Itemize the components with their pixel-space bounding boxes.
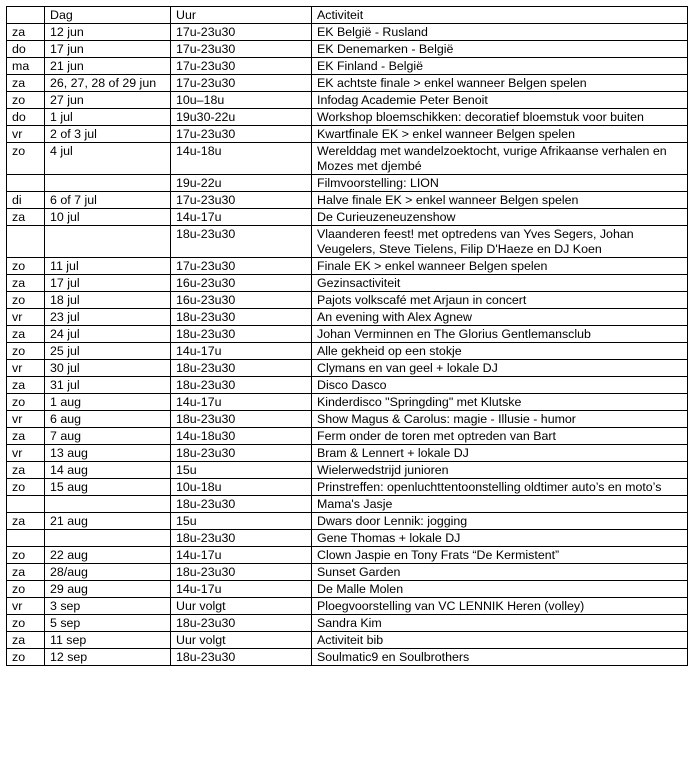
activity-cell: De Malle Molen (312, 581, 688, 598)
day-cell (45, 226, 171, 258)
activity-cell: Alle gekheid op een stokje (312, 343, 688, 360)
day-cell: 28/aug (45, 564, 171, 581)
table-row (7, 58, 688, 75)
time-cell: 17u-23u30 (171, 258, 312, 275)
activity-cell: Disco Dasco (312, 377, 688, 394)
activity-cell: Werelddag met wandelzoektocht, vurige Afrikaanse verhalen en Mozes met djembé (312, 143, 688, 175)
header-time: Uur (171, 7, 312, 24)
time-cell: 18u-23u30 (171, 649, 312, 666)
time-cell: 19u-22u (171, 175, 312, 192)
activity-cell: Bram & Lennert + lokale DJ (312, 445, 688, 462)
table-row (7, 445, 688, 462)
table-row (7, 309, 688, 326)
weekday-cell: zo (7, 394, 45, 411)
activity-cell: Soulmatic9 en Soulbrothers (312, 649, 688, 666)
day-cell: 30 jul (45, 360, 171, 377)
weekday-cell: za (7, 564, 45, 581)
time-cell: 17u-23u30 (171, 75, 312, 92)
activity-cell: Gene Thomas + lokale DJ (312, 530, 688, 547)
header-weekday (7, 7, 45, 24)
table-row (7, 24, 688, 41)
time-cell: 18u-23u30 (171, 615, 312, 632)
day-cell: 22 aug (45, 547, 171, 564)
time-cell: 15u (171, 462, 312, 479)
weekday-cell (7, 530, 45, 547)
time-cell: 17u-23u30 (171, 192, 312, 209)
table-row (7, 258, 688, 275)
time-cell: 18u-23u30 (171, 360, 312, 377)
day-cell: 25 jul (45, 343, 171, 360)
day-cell: 2 of 3 jul (45, 126, 171, 143)
weekday-cell: zo (7, 581, 45, 598)
weekday-cell: ma (7, 58, 45, 75)
day-cell: 23 jul (45, 309, 171, 326)
table-row (7, 615, 688, 632)
table-row (7, 126, 688, 143)
weekday-cell: di (7, 192, 45, 209)
table-row (7, 275, 688, 292)
table-row (7, 175, 688, 192)
weekday-cell: vr (7, 445, 45, 462)
day-cell: 6 aug (45, 411, 171, 428)
day-cell: 3 sep (45, 598, 171, 615)
day-cell (45, 496, 171, 513)
time-cell: Uur volgt (171, 598, 312, 615)
table-row (7, 411, 688, 428)
weekday-cell: vr (7, 126, 45, 143)
weekday-cell (7, 496, 45, 513)
activity-cell: Filmvoorstelling: LION (312, 175, 688, 192)
weekday-cell: zo (7, 479, 45, 496)
table-row (7, 428, 688, 445)
time-cell: 14u-17u (171, 343, 312, 360)
weekday-cell: vr (7, 411, 45, 428)
header-row (7, 7, 688, 24)
table-row (7, 143, 688, 175)
weekday-cell: zo (7, 547, 45, 564)
table-row (7, 226, 688, 258)
time-cell: 18u-23u30 (171, 309, 312, 326)
activity-cell: Ferm onder de toren met optreden van Bart (312, 428, 688, 445)
day-cell: 15 aug (45, 479, 171, 496)
activity-cell: Sunset Garden (312, 564, 688, 581)
weekday-cell: zo (7, 343, 45, 360)
time-cell: Uur volgt (171, 632, 312, 649)
time-cell: 18u-23u30 (171, 411, 312, 428)
table-row (7, 479, 688, 496)
table-row (7, 581, 688, 598)
activity-cell: Clown Jaspie en Tony Frats “De Kermistent” (312, 547, 688, 564)
activity-cell: EK Denemarken - België (312, 41, 688, 58)
table-row (7, 462, 688, 479)
day-cell: 7 aug (45, 428, 171, 445)
activity-cell: Finale EK > enkel wanneer Belgen spelen (312, 258, 688, 275)
activity-cell: Gezinsactiviteit (312, 275, 688, 292)
activity-cell: EK achtste finale > enkel wanneer Belgen spelen (312, 75, 688, 92)
weekday-cell: za (7, 275, 45, 292)
table-row (7, 394, 688, 411)
activity-cell: Mama's Jasje (312, 496, 688, 513)
time-cell: 18u-23u30 (171, 377, 312, 394)
time-cell: 16u-23u30 (171, 292, 312, 309)
time-cell: 15u (171, 513, 312, 530)
table-row (7, 530, 688, 547)
schedule-table (6, 6, 688, 666)
schedule-body (7, 24, 688, 666)
activity-cell: Vlaanderen feest! met optredens van Yves Segers, Johan Veugelers, Steve Tielens, Filip D'Haeze en DJ Koen (312, 226, 688, 258)
table-row (7, 92, 688, 109)
activity-cell: Johan Verminnen en The Glorius Gentlemansclub (312, 326, 688, 343)
time-cell: 18u-23u30 (171, 445, 312, 462)
table-row (7, 649, 688, 666)
activity-cell: De Curieuzeneuzenshow (312, 209, 688, 226)
day-cell: 21 jun (45, 58, 171, 75)
time-cell: 19u30-22u (171, 109, 312, 126)
weekday-cell: za (7, 428, 45, 445)
weekday-cell: zo (7, 92, 45, 109)
time-cell: 14u-17u (171, 394, 312, 411)
activity-cell: Clymans en van geel + lokale DJ (312, 360, 688, 377)
weekday-cell: za (7, 462, 45, 479)
time-cell: 18u-23u30 (171, 530, 312, 547)
day-cell: 27 jun (45, 92, 171, 109)
activity-cell: Pajots volkscafé met Arjaun in concert (312, 292, 688, 309)
activity-cell: Prinstreffen: openluchttentoonstelling oldtimer auto’s en moto’s (312, 479, 688, 496)
weekday-cell: vr (7, 360, 45, 377)
time-cell: 18u-23u30 (171, 326, 312, 343)
table-row (7, 209, 688, 226)
table-row (7, 377, 688, 394)
time-cell: 10u-18u (171, 479, 312, 496)
day-cell: 11 sep (45, 632, 171, 649)
table-row (7, 496, 688, 513)
day-cell: 6 of 7 jul (45, 192, 171, 209)
activity-cell: Workshop bloemschikken: decoratief bloemstuk voor buiten (312, 109, 688, 126)
table-row (7, 360, 688, 377)
table-row (7, 343, 688, 360)
day-cell: 11 jul (45, 258, 171, 275)
weekday-cell: zo (7, 615, 45, 632)
day-cell (45, 530, 171, 547)
table-row (7, 75, 688, 92)
weekday-cell (7, 226, 45, 258)
day-cell: 5 sep (45, 615, 171, 632)
activity-cell: An evening with Alex Agnew (312, 309, 688, 326)
time-cell: 10u–18u (171, 92, 312, 109)
weekday-cell: zo (7, 258, 45, 275)
table-row (7, 41, 688, 58)
activity-cell: Dwars door Lennik: jogging (312, 513, 688, 530)
day-cell (45, 175, 171, 192)
header-activity: Activiteit (312, 7, 688, 24)
day-cell: 17 jul (45, 275, 171, 292)
weekday-cell: za (7, 632, 45, 649)
weekday-cell: za (7, 75, 45, 92)
weekday-cell: do (7, 41, 45, 58)
day-cell: 1 jul (45, 109, 171, 126)
table-row (7, 292, 688, 309)
time-cell: 14u-17u (171, 581, 312, 598)
day-cell: 26, 27, 28 of 29 jun (45, 75, 171, 92)
weekday-cell: zo (7, 292, 45, 309)
activity-cell: Wielerwedstrijd junioren (312, 462, 688, 479)
table-row (7, 192, 688, 209)
time-cell: 17u-23u30 (171, 126, 312, 143)
day-cell: 17 jun (45, 41, 171, 58)
day-cell: 12 jun (45, 24, 171, 41)
time-cell: 18u-23u30 (171, 496, 312, 513)
table-row (7, 632, 688, 649)
weekday-cell: zo (7, 143, 45, 175)
time-cell: 14u-17u (171, 547, 312, 564)
weekday-cell: za (7, 326, 45, 343)
activity-cell: Sandra Kim (312, 615, 688, 632)
weekday-cell: za (7, 209, 45, 226)
time-cell: 17u-23u30 (171, 24, 312, 41)
activity-cell: EK Finland - België (312, 58, 688, 75)
day-cell: 18 jul (45, 292, 171, 309)
day-cell: 24 jul (45, 326, 171, 343)
day-cell: 29 aug (45, 581, 171, 598)
weekday-cell: do (7, 109, 45, 126)
day-cell: 1 aug (45, 394, 171, 411)
weekday-cell: za (7, 24, 45, 41)
table-row (7, 109, 688, 126)
activity-cell: Halve finale EK > enkel wanneer Belgen spelen (312, 192, 688, 209)
time-cell: 18u-23u30 (171, 226, 312, 258)
activity-cell: Infodag Academie Peter Benoit (312, 92, 688, 109)
table-row (7, 598, 688, 615)
day-cell: 31 jul (45, 377, 171, 394)
weekday-cell: zo (7, 649, 45, 666)
day-cell: 12 sep (45, 649, 171, 666)
table-row (7, 326, 688, 343)
time-cell: 16u-23u30 (171, 275, 312, 292)
weekday-cell: vr (7, 309, 45, 326)
day-cell: 21 aug (45, 513, 171, 530)
header-day: Dag (45, 7, 171, 24)
weekday-cell: vr (7, 598, 45, 615)
day-cell: 10 jul (45, 209, 171, 226)
time-cell: 18u-23u30 (171, 564, 312, 581)
weekday-cell (7, 175, 45, 192)
activity-cell: EK België - Rusland (312, 24, 688, 41)
time-cell: 14u-17u (171, 209, 312, 226)
day-cell: 4 jul (45, 143, 171, 175)
table-row (7, 513, 688, 530)
table-row (7, 547, 688, 564)
weekday-cell: za (7, 377, 45, 394)
activity-cell: Kwartfinale EK > enkel wanneer Belgen spelen (312, 126, 688, 143)
activity-cell: Ploegvoorstelling van VC LENNIK Heren (volley) (312, 598, 688, 615)
activity-cell: Kinderdisco "Springding" met Klutske (312, 394, 688, 411)
day-cell: 13 aug (45, 445, 171, 462)
time-cell: 17u-23u30 (171, 41, 312, 58)
activity-cell: Activiteit bib (312, 632, 688, 649)
table-row (7, 564, 688, 581)
day-cell: 14 aug (45, 462, 171, 479)
time-cell: 17u-23u30 (171, 58, 312, 75)
weekday-cell: za (7, 513, 45, 530)
time-cell: 14u-18u (171, 143, 312, 175)
time-cell: 14u-18u30 (171, 428, 312, 445)
activity-cell: Show Magus & Carolus: magie - Illusie - humor (312, 411, 688, 428)
